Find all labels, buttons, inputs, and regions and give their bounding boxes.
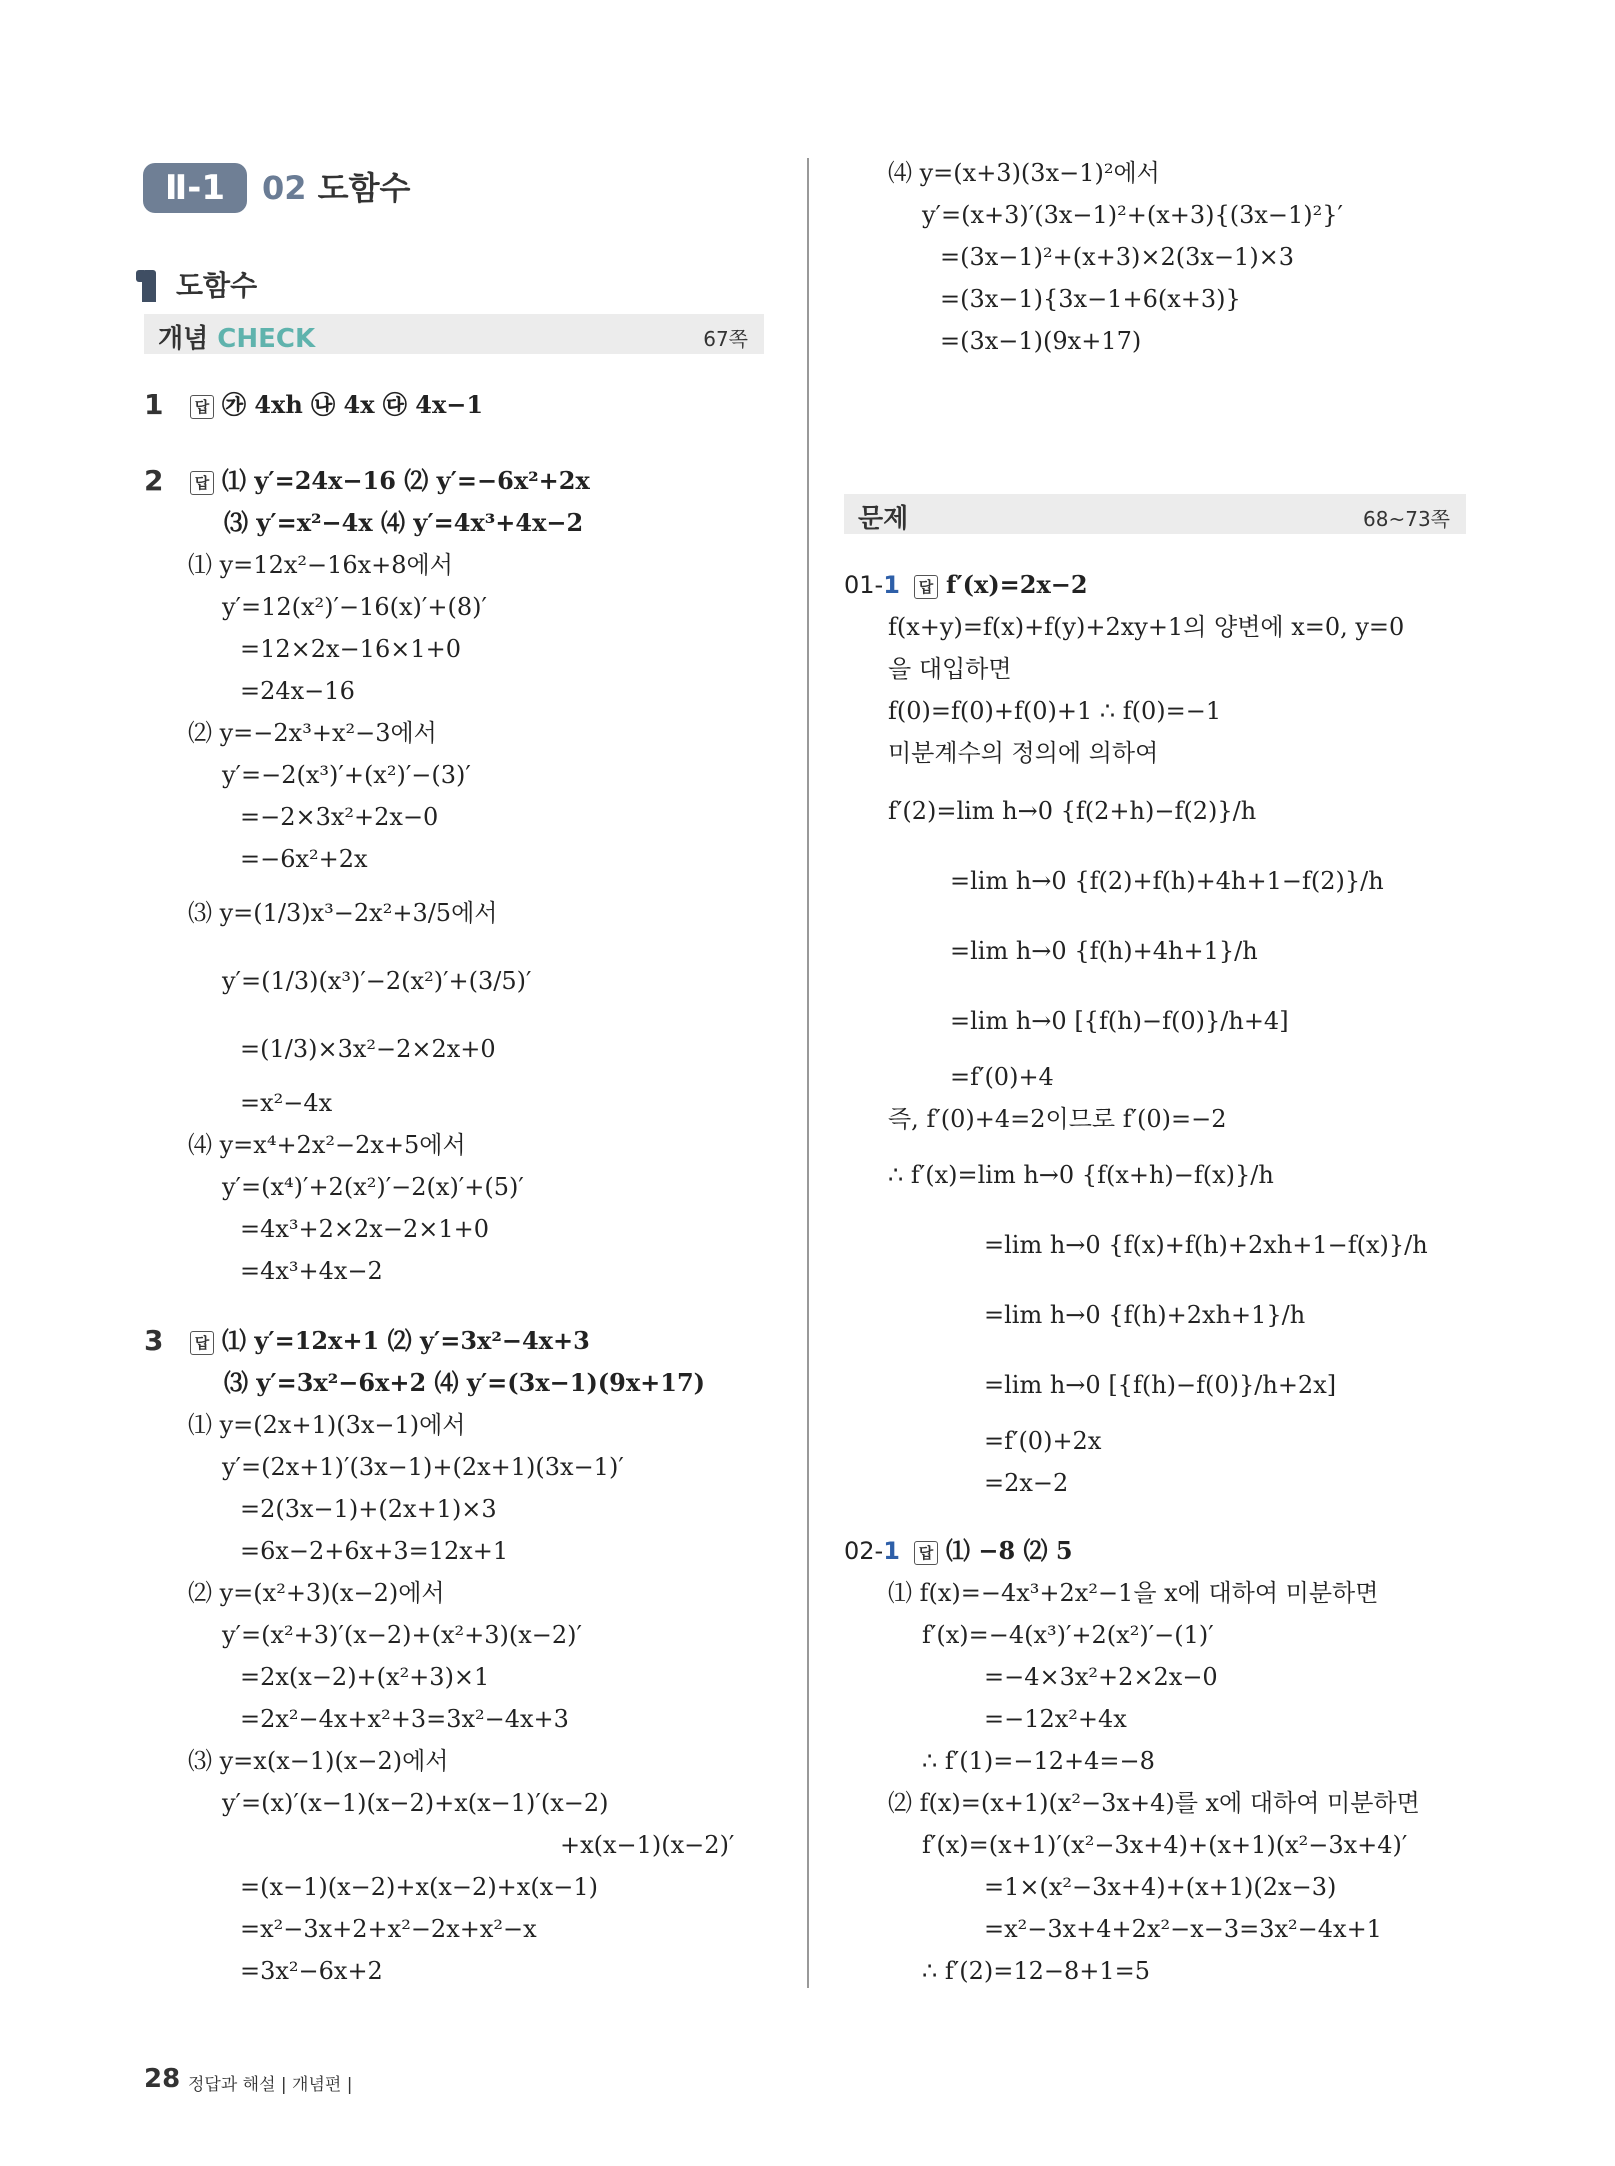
- footer-text: 정답과 해설 | 개념편 |: [188, 2075, 353, 2095]
- solution-line: ⑴ y=12x²−16x+8에서: [188, 551, 453, 579]
- problem-bar: [844, 494, 1466, 534]
- solution-line: y′=−2(x³)′+(x²)′−(3)′: [222, 761, 471, 789]
- answer-line: 답 ㉮ 4xh ㉯ 4x ㉰ 4x−1: [190, 390, 483, 420]
- solution-line: ⑶ y=(1/3)x³−2x²+3/5에서: [188, 899, 498, 927]
- solution-line: =1×(x²−3x+4)+(x+1)(2x−3): [984, 1873, 1337, 1901]
- solution-line: ⑵ y=−2x³+x²−3에서: [188, 719, 437, 747]
- concept-check-label: 개념 CHECK: [158, 324, 316, 354]
- solution-line: =f′(0)+2x: [984, 1427, 1102, 1455]
- solution-line: =(3x−1)²+(x+3)×2(3x−1)×3: [940, 243, 1295, 271]
- solution-line: =(1/3)×3x²−2×2x+0: [240, 1035, 496, 1063]
- solution-line: =2x(x−2)+(x²+3)×1: [240, 1663, 490, 1691]
- solution-line: 미분계수의 정의에 의하여: [888, 739, 1159, 767]
- solution-line: =4x³+2×2x−2×1+0: [240, 1215, 489, 1243]
- answer-line: ⑶ y′=x²−4x ⑷ y′=4x³+4x−2: [224, 508, 584, 537]
- chapter-number: 02: [262, 169, 307, 207]
- solution-line: ⑵ f(x)=(x+1)(x²−3x+4)를 x에 대하여 미분하면: [888, 1789, 1420, 1817]
- answer-line: ⑶ y′=3x²−6x+2 ⑷ y′=(3x−1)(9x+17): [224, 1368, 706, 1397]
- solution-line: =4x³+4x−2: [240, 1257, 383, 1285]
- column-divider: [807, 158, 809, 1988]
- solution-line: =x²−4x: [240, 1089, 333, 1117]
- solution-line: ∴ f′(2)=12−8+1=5: [922, 1957, 1151, 1985]
- solution-line: =3x²−6x+2: [240, 1957, 383, 1985]
- answer-line: 답 f′(x)=2x−2: [914, 570, 1088, 600]
- solution-line: =x²−3x+2+x²−2x+x²−x: [240, 1915, 537, 1943]
- solution-line: f(x+y)=f(x)+f(y)+2xy+1의 양변에 x=0, y=0: [888, 613, 1405, 641]
- solution-line: =(3x−1){3x−1+6(x+3)}: [940, 285, 1241, 313]
- solution-line: f′(x)=(x+1)′(x²−3x+4)+(x+1)(x²−3x+4)′: [922, 1831, 1408, 1859]
- solution-line: f′(2)=lim h→0 {f(2+h)−f(2)}/h: [888, 797, 1257, 825]
- solution-line: y′=(x+3)′(3x−1)²+(x+3){(3x−1)²}′: [922, 201, 1344, 229]
- solution-line: +x(x−1)(x−2)′: [560, 1831, 735, 1859]
- solution-line: y′=(1/3)(x³)′−2(x²)′+(3/5)′: [222, 967, 532, 995]
- solution-line: =−4×3x²+2×2x−0: [984, 1663, 1218, 1691]
- solution-line: ⑵ y=(x²+3)(x−2)에서: [188, 1579, 445, 1607]
- solution-line: =−12x²+4x: [984, 1705, 1127, 1733]
- solution-line: ⑷ y=x⁴+2x²−2x+5에서: [188, 1131, 466, 1159]
- solution-line: f′(x)=−4(x³)′+2(x²)′−(1)′: [922, 1621, 1214, 1649]
- answer-mark-icon: 답: [190, 471, 214, 495]
- answer-mark-icon: 답: [914, 575, 938, 599]
- chapter-badge: Ⅱ-1: [143, 163, 247, 213]
- chapter-title: [262, 165, 410, 211]
- solution-line: 즉, f′(0)+4=2이므로 f′(0)=−2: [888, 1105, 1227, 1133]
- solution-line: 을 대입하면: [888, 655, 1012, 683]
- answer-mark-icon: 답: [190, 395, 214, 419]
- solution-line: y′=(x)′(x−1)(x−2)+x(x−1)′(x−2): [222, 1789, 609, 1817]
- solution-line: =x²−3x+4+2x²−x−3=3x²−4x+1: [984, 1915, 1382, 1943]
- answer-line: 답 ⑴ −8 ⑵ 5: [914, 1536, 1073, 1566]
- solution-line: =2x²−4x+x²+3=3x²−4x+3: [240, 1705, 569, 1733]
- solution-line: =(3x−1)(9x+17): [940, 327, 1142, 355]
- solution-line: f(0)=f(0)+f(0)+1 ∴ f(0)=−1: [888, 697, 1222, 725]
- solution-line: =24x−16: [240, 677, 355, 705]
- solution-line: ⑶ y=x(x−1)(x−2)에서: [188, 1747, 449, 1775]
- solution-line: =lim h→0 [{f(h)−f(0)}/h+4]: [950, 1007, 1289, 1035]
- solution-line: y′=12(x²)′−16(x)′+(8)′: [222, 593, 487, 621]
- solution-line: =lim h→0 {f(h)+4h+1}/h: [950, 937, 1258, 965]
- solution-line: =lim h→0 {f(h)+2xh+1}/h: [984, 1301, 1306, 1329]
- answer-mark-icon: 답: [914, 1541, 938, 1565]
- solution-line: =6x−2+6x+3=12x+1: [240, 1537, 509, 1565]
- solution-line: =(x−1)(x−2)+x(x−2)+x(x−1): [240, 1873, 598, 1901]
- solution-line: =12×2x−16×1+0: [240, 635, 461, 663]
- solution-line: y′=(x²+3)′(x−2)+(x²+3)(x−2)′: [222, 1621, 582, 1649]
- solution-line: y′=(x⁴)′+2(x²)′−2(x)′+(5)′: [222, 1173, 524, 1201]
- problem-number: 02-1: [844, 1537, 900, 1565]
- solution-line: =−2×3x²+2x−0: [240, 803, 439, 831]
- concept-check-bar: [144, 314, 764, 354]
- solution-line: =lim h→0 [{f(h)−f(0)}/h+2x]: [984, 1371, 1337, 1399]
- problem-page: 68~73쪽: [1363, 507, 1450, 531]
- solution-line: y′=(2x+1)′(3x−1)+(2x+1)(3x−1)′: [222, 1453, 624, 1481]
- solution-line: =lim h→0 {f(x)+f(h)+2xh+1−f(x)}/h: [984, 1231, 1428, 1259]
- question-number: 3: [144, 1324, 164, 1357]
- solution-line: ⑴ f(x)=−4x³+2x²−1을 x에 대하여 미분하면: [888, 1579, 1379, 1607]
- question-number: 1: [144, 388, 164, 421]
- answer-line: 답 ⑴ y′=12x+1 ⑵ y′=3x²−4x+3: [190, 1326, 590, 1356]
- section-marker-icon: [142, 270, 156, 302]
- solution-line: =f′(0)+4: [950, 1063, 1054, 1091]
- answer-mark-icon: 답: [190, 1331, 214, 1355]
- solution-line: ⑷ y=(x+3)(3x−1)²에서: [888, 159, 1160, 187]
- solution-line: ∴ f′(1)=−12+4=−8: [922, 1747, 1155, 1775]
- problem-number: 01-1: [844, 571, 900, 599]
- question-number: 2: [144, 464, 164, 497]
- solution-line: =−6x²+2x: [240, 845, 368, 873]
- page-number: 28: [144, 2064, 181, 2094]
- section-title: 도함수: [176, 269, 258, 302]
- chapter-title-text: 도함수: [317, 169, 411, 207]
- solution-line: =lim h→0 {f(2)+f(h)+4h+1−f(2)}/h: [950, 867, 1384, 895]
- answer-line: 답 ⑴ y′=24x−16 ⑵ y′=−6x²+2x: [190, 466, 590, 496]
- solution-line: =2(3x−1)+(2x+1)×3: [240, 1495, 497, 1523]
- solution-line: =2x−2: [984, 1469, 1069, 1497]
- concept-check-page: 67쪽: [703, 327, 748, 351]
- solution-line: ⑴ y=(2x+1)(3x−1)에서: [188, 1411, 466, 1439]
- solution-line: ∴ f′(x)=lim h→0 {f(x+h)−f(x)}/h: [888, 1161, 1274, 1189]
- problem-label: 문제: [858, 504, 909, 534]
